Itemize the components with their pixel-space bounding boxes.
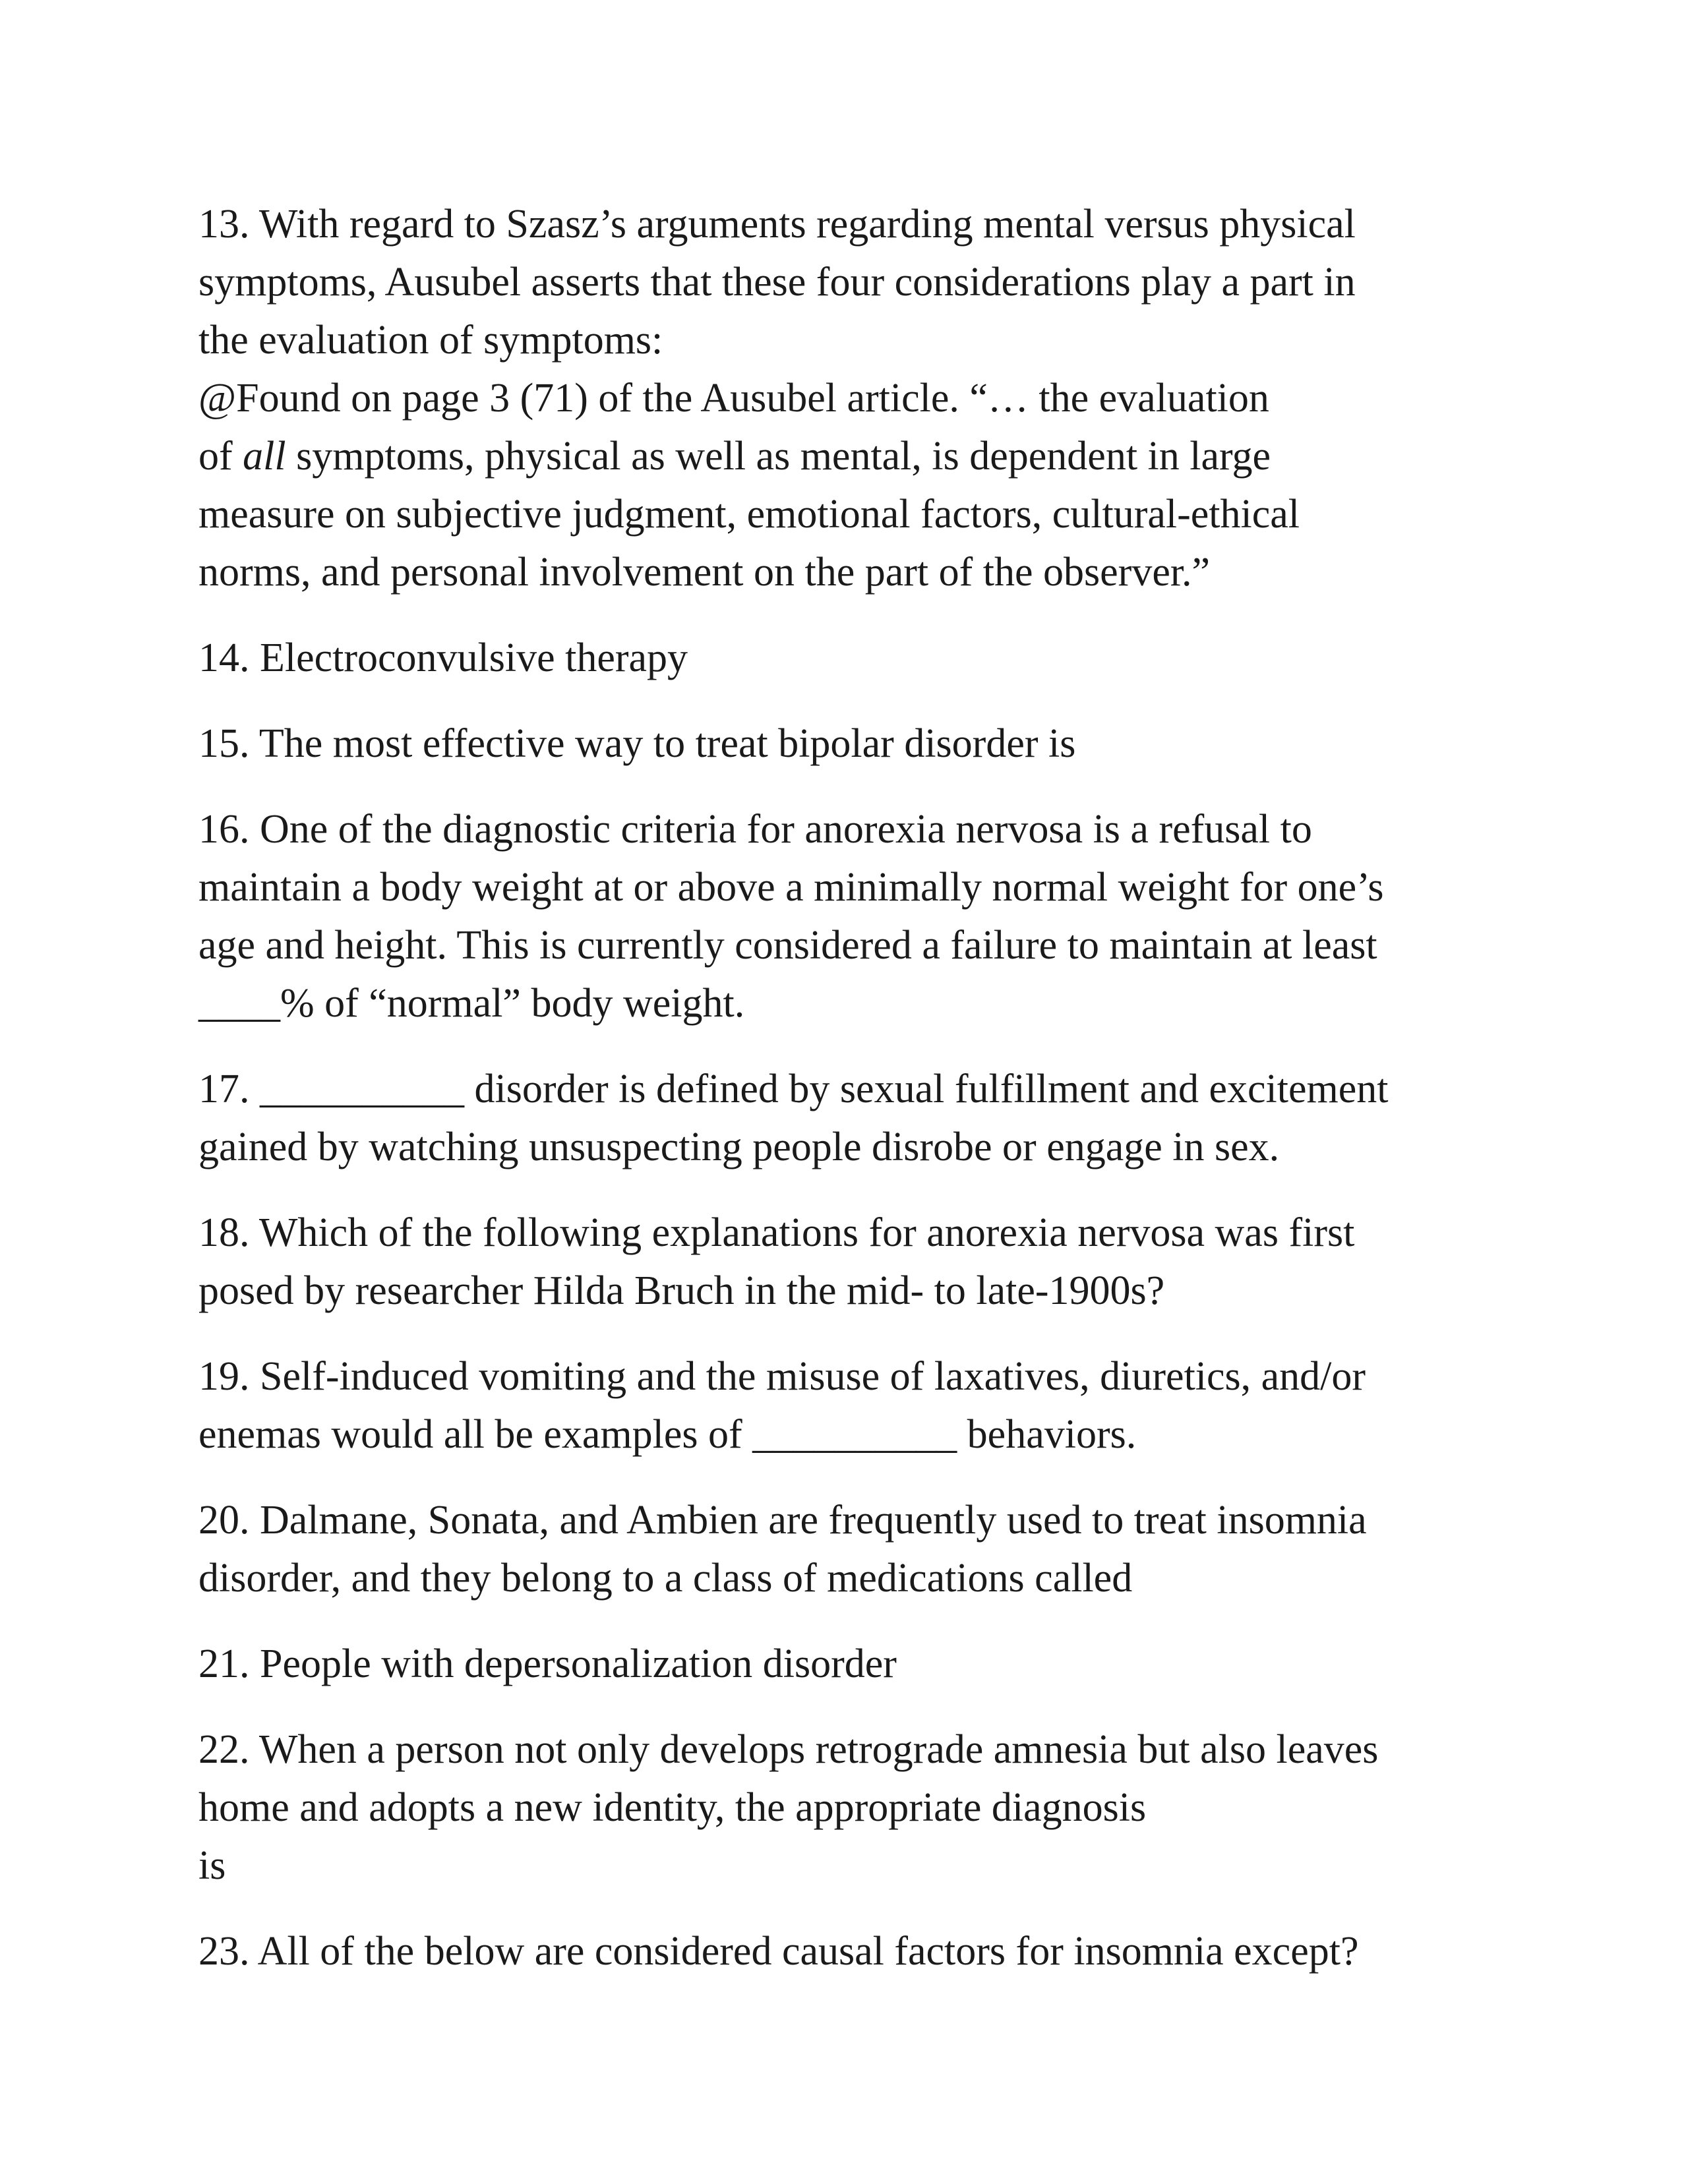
question-15-line-1: 15. The most effective way to treat bipolar disorder is	[198, 721, 1076, 766]
question-17-line-1: 17. __________ disorder is defined by sexual fulfillment and excitement	[198, 1067, 1389, 1111]
question-19-line-1: 19. Self-induced vomiting and the misuse of laxatives, diuretics, and/or	[198, 1354, 1366, 1399]
question-14-line-1: 14. Electroconvulsive therapy	[198, 635, 688, 680]
question-13-line-2: symptoms, Ausubel asserts that these four considerations play a part in	[198, 260, 1356, 305]
question-13-line-7: norms, and personal involvement on the part of the observer.”	[198, 550, 1211, 595]
question-14	[198, 629, 1511, 687]
question-21-line-1: 21. People with depersonalization disorder	[198, 1641, 897, 1686]
question-17	[198, 1060, 1511, 1176]
question-19-line-2: enemas would all be examples of __________ behaviors.	[198, 1412, 1137, 1457]
question-22-line-2: home and adopts a new identity, the appropriate diagnosis	[198, 1785, 1147, 1830]
question-list	[198, 195, 1511, 2008]
question-16-line-1: 16. One of the diagnostic criteria for anorexia nervosa is a refusal to	[198, 807, 1312, 852]
question-13-line-1: 13. With regard to Szasz’s arguments regarding mental versus physical	[198, 202, 1356, 247]
question-18-line-2: posed by researcher Hilda Bruch in the mid- to late-1900s?	[198, 1268, 1165, 1313]
question-17-line-2: gained by watching unsuspecting people disrobe or engage in sex.	[198, 1125, 1280, 1169]
question-22	[198, 1721, 1511, 1895]
question-23	[198, 1922, 1511, 1980]
question-16	[198, 800, 1511, 1032]
question-20	[198, 1491, 1511, 1607]
question-13-line-5	[198, 427, 1511, 485]
question-21	[198, 1635, 1511, 1693]
question-13-line-5-end: symptoms, physical as well as mental, is dependent in large	[286, 434, 1271, 479]
question-20-line-2: disorder, and they belong to a class of medications called	[198, 1556, 1133, 1601]
question-16-line-4: ____% of “normal” body weight.	[198, 981, 745, 1026]
question-18-line-1: 18. Which of the following explanations for anorexia nervosa was first	[198, 1210, 1355, 1255]
question-23-line-1: 23. All of the below are considered causal factors for insomnia except?	[198, 1929, 1359, 1974]
question-22-line-1: 22. When a person not only develops retrograde amnesia but also leaves	[198, 1727, 1379, 1772]
question-16-line-3: age and height. This is currently considered a failure to maintain at least	[198, 923, 1377, 968]
question-16-line-2: maintain a body weight at or above a minimally normal weight for one’s	[198, 865, 1384, 910]
question-13-line-3: the evaluation of symptoms:	[198, 318, 663, 363]
question-13-line-4: @Found on page 3 (71) of the Ausubel article. “… the evaluation	[198, 376, 1269, 421]
question-13-line-6: measure on subjective judgment, emotional factors, cultural-ethical	[198, 492, 1300, 537]
question-13	[198, 195, 1511, 601]
question-20-line-1: 20. Dalmane, Sonata, and Ambien are frequently used to treat insomnia	[198, 1498, 1367, 1543]
question-22-line-3: is	[198, 1843, 226, 1888]
question-18	[198, 1204, 1511, 1320]
question-19	[198, 1347, 1511, 1463]
question-15	[198, 715, 1511, 773]
question-13-italic-word: all	[243, 434, 286, 479]
question-13-line-5-start: of	[198, 434, 243, 479]
